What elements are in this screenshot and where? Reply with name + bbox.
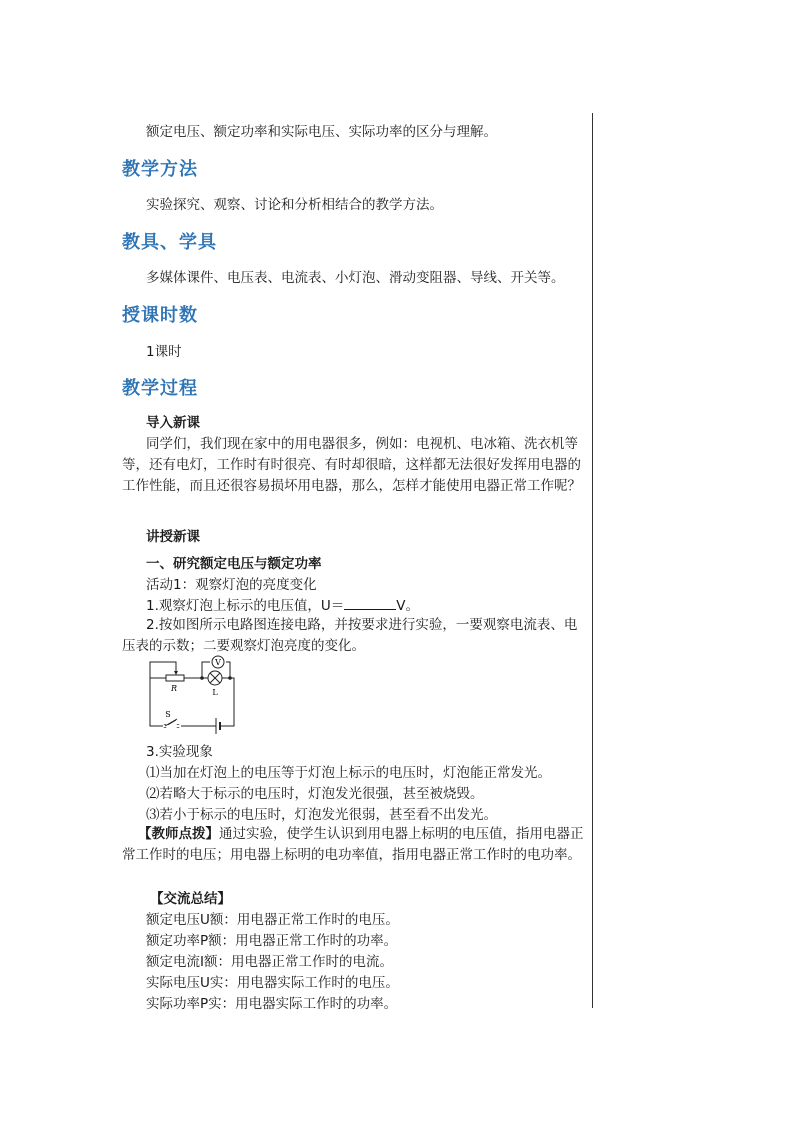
teaching-tools-text: 多媒体课件、电压表、电流表、小灯泡、滑动变阻器、导线、开关等。	[146, 270, 565, 286]
summary-tag: 【交流总结】	[150, 891, 231, 907]
rheostat-label: R	[170, 684, 178, 693]
teacher-tip-text: 通过实验，使学生认识到用电器上标明的电压值，指用电器正常工作时的电压；用电器上标明的电功率值，指用电器正常工作时的电功率。	[122, 826, 584, 863]
rheostat-slider-arrow	[174, 671, 178, 675]
activity-title: 活动1：观察灯泡的亮度变化	[146, 577, 317, 593]
heading-teaching-tools: 教具、学具	[122, 232, 217, 253]
teacher-tip-tag: 【教师点拨】	[138, 826, 219, 842]
observation-1: ⑴当加在灯泡上的电压等于灯泡上标示的电压时，灯泡能正常发光。	[146, 765, 551, 781]
wire-bottom-left	[150, 678, 216, 726]
step3-title: 3.实验现象	[146, 744, 213, 760]
heading-teaching-method: 教学方法	[122, 159, 198, 180]
table-right-border	[592, 113, 593, 1008]
definition-actual-power: 实际功率P实：用电器实际工作时的功率。	[146, 996, 398, 1012]
circuit-diagram	[146, 654, 246, 734]
switch-label: S	[165, 710, 171, 719]
step1-line	[146, 594, 419, 614]
heading-class-hours: 授课时数	[122, 305, 198, 326]
part1-title: 一、研究额定电压与额定功率	[146, 556, 322, 572]
voltage-blank	[344, 597, 396, 610]
step1-suffix: V。	[396, 598, 420, 614]
definition-rated-voltage: 额定电压U额：用电器正常工作时的电压。	[146, 912, 399, 928]
voltmeter-right-wire	[226, 662, 230, 678]
observation-3: ⑶若小于标示的电压时，灯泡发光很弱，甚至看不出发光。	[146, 807, 497, 823]
intro-title: 导入新课	[146, 415, 200, 431]
intro-paragraph: 同学们，我们现在家中的用电器很多，例如：电视机、电冰箱、洗衣机等等，还有电灯，工作时有时很亮、有时却很暗，这样都无法很好发挥用电器的工作性能，而且还很容易损坏用电器，那么，怎样才能使用电器正常工作呢？	[122, 436, 581, 494]
step1-prefix: 1.观察灯泡上标示的电压值，U＝	[146, 598, 345, 614]
voltmeter-label: V	[215, 658, 221, 667]
switch-blade	[165, 719, 177, 726]
lamp-label: L	[212, 688, 218, 697]
difficulty-text: 额定电压、额定功率和实际电压、实际功率的区分与理解。	[146, 124, 497, 140]
step2-paragraph: 2.按如图所示电路图连接电路，并按要求进行实验，一要观察电流表、电压表的示数；二要观察灯泡亮度的变化。	[122, 617, 578, 654]
lecture-title: 讲授新课	[146, 529, 200, 545]
teacher-tip-paragraph	[122, 824, 588, 866]
junction-right	[229, 677, 232, 680]
rheostat-body	[166, 675, 184, 681]
junction-left	[201, 677, 204, 680]
teaching-method-text: 实验探究、观察、讨论和分析相结合的教学方法。	[146, 197, 443, 213]
wire-bottom-right	[220, 678, 234, 726]
class-hours-text: 1课时	[146, 344, 182, 360]
definition-actual-voltage: 实际电压U实：用电器实际工作时的电压。	[146, 975, 399, 991]
definition-rated-current: 额定电流I额：用电器正常工作时的电流。	[146, 954, 393, 970]
heading-teaching-process: 教学过程	[122, 378, 198, 399]
definition-rated-power: 额定功率P额：用电器正常工作时的功率。	[146, 933, 398, 949]
observation-2: ⑵若略大于标示的电压时，灯泡发光很强，甚至被烧毁。	[146, 786, 484, 802]
